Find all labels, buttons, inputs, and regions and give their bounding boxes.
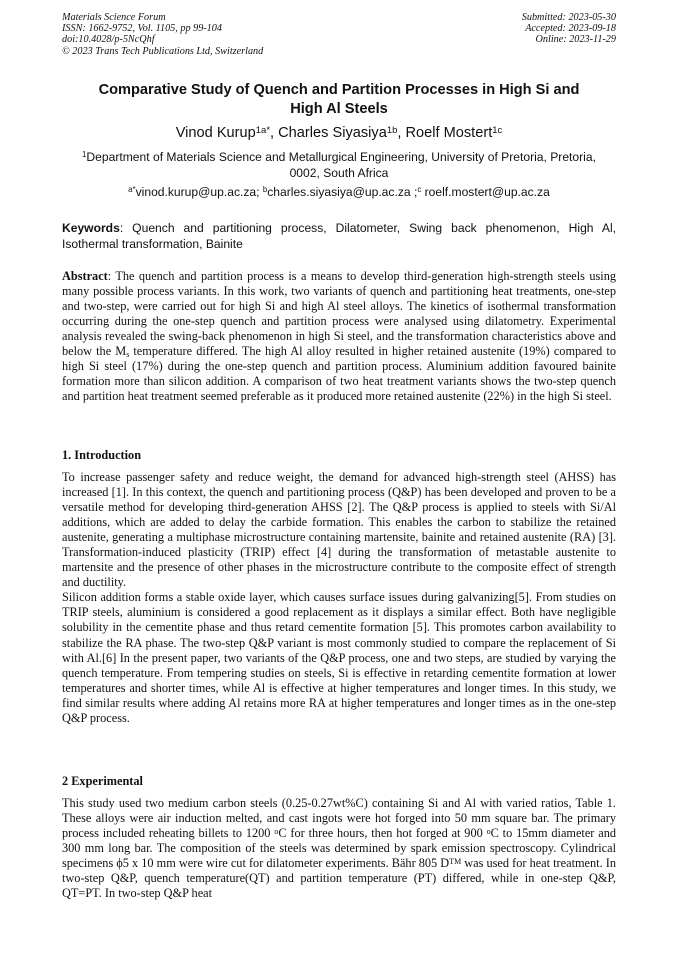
author-name: Charles Siyasiya xyxy=(278,125,387,141)
email-marker: a* xyxy=(128,185,136,195)
author-affil-marker: 1b xyxy=(386,124,398,136)
email-b: charles.siyasiya@up.ac.za ; xyxy=(267,185,418,199)
email-a: vinod.kurup@up.ac.za; xyxy=(135,185,263,199)
abstract xyxy=(62,269,616,404)
keywords-label: Keywords xyxy=(62,221,120,235)
online-date: Online: 2023-11-29 xyxy=(535,34,616,46)
author-affil-marker: 1a* xyxy=(255,124,271,136)
introduction-body xyxy=(62,470,616,726)
introduction-paragraph-2: Silicon addition forms a stable oxide layer, which causes surface issues during galvanizing[5]. From studies on TRIP steels, aluminium is considered a good replacement as it displays a similar effect. Both have negligible solubility in the cementite phase and thus retard cementite formation [5]. This promotes carbon availability to stabilize the RA phase. The two-step Q&P variant is most commonly studied to compare the replacement of Si with Al.[6] In the present paper, two variants of the Q&P process, one and two steps, are studied by varying the quench temperature. From tempering studies on steels, Si is effective in retarding cementite formation at lower temperatures and shorter times, while Al is effective at higher temperatures and longer times. In this study, we find similar results where adding Al retains more RA at higher temperatures and longer times as in the one-step Q&P process. xyxy=(62,590,616,725)
author-affil-marker: 1c xyxy=(492,124,503,136)
abstract-label: Abstract xyxy=(62,269,108,283)
section-heading-experimental: 2 Experimental xyxy=(62,774,143,788)
author-name: Vinod Kurup xyxy=(175,125,256,141)
issn-line: ISSN: 1662-9752, Vol. 1105, pp 99-104 xyxy=(62,23,222,35)
submitted-date: Submitted: 2023-05-30 xyxy=(521,12,616,23)
section-heading-introduction: 1. Introduction xyxy=(62,448,142,462)
author-emails xyxy=(62,185,616,200)
abstract-text-continued: temperature differed. The high Al alloy resulted in higher retained austenite (19%) compared to high Si steel (17%) during the one-step quench and partition process. Aluminium addition favoured bainite formation more than silicon addition. A comparison of two heat treatment variants shows the two-step quench and partition heat treatment seemed preferable as it produced more retained austenite (22%) in the high Si steel. xyxy=(62,344,616,404)
email-marker: c xyxy=(417,185,422,195)
author-separator: , xyxy=(270,125,279,141)
keywords-text: : Quench and partitioning process, Dilatometer, Swing back phenomenon, High Al, Isothermal transformation, Bainite xyxy=(62,221,616,251)
experimental-text: C for three hours, then hot forged at 900 xyxy=(278,826,487,841)
affiliation-text: Department of Materials Science and Metallurgical Engineering, University of Pretoria, Pretoria, xyxy=(86,150,596,164)
journal-header-right xyxy=(522,12,616,46)
experimental-text: C to 15mm diameter and 300 mm long bar. The composition of the steels was determined by spark emission spectroscopy. Cylindrical specimens ϕ5 x 10 mm were wire cut for dilatometer experiments. Bähr 805 D xyxy=(62,826,617,871)
affiliation-marker: 1 xyxy=(82,150,87,160)
author-list xyxy=(62,124,616,142)
doi-line: doi:10.4028/p-5NcQhf xyxy=(62,34,155,46)
author-separator: , xyxy=(397,125,406,141)
title-line-2: High Al Steels xyxy=(290,100,388,117)
experimental-text: This study used two medium carbon steels (0.25-0.27wt%C) containing Si and Al with varied ratios, Table 1. These alloys were air induction melted, and cast ingots were hot forged into 50 mm square bar. The primary process included reheating billets to 1200 xyxy=(62,796,616,841)
author-name: Roelf Mostert xyxy=(405,125,493,141)
email-marker: b xyxy=(262,185,268,195)
ms-subscript: s xyxy=(126,350,130,360)
journal-header-left xyxy=(62,12,263,57)
introduction-paragraph-1: To increase passenger safety and reduce weight, the demand for advanced high-strength steel (AHSS) has increased [1]. In this context, the quench and partitioning process (Q&P) has been developed and proven to be a versatile method for developing third-generation AHSS [2]. The Q&P process is applied to steels with Si/Al additions, which are added to delay the carbide formation. This enables the carbon to stabilize the retained austenite, generating a multiphase microstructure containing martensite, bainite and retained austenite (RA) [3]. Transformation-induced plasticity (TRIP) effect [4] during the transformation of metastable austenite to martensite and the presence of other phases in the microstructure contribute to the composite effect of strength and ductility. xyxy=(62,470,616,590)
degree-marker: o xyxy=(486,826,491,836)
affiliation xyxy=(62,150,616,181)
degree-marker: o xyxy=(274,826,279,836)
experimental-text: was used for heat treatment. In two-step Q&P, quench temperature(QT) and partition temperature (PT) differed, while in one-step Q&P, QT=PT. In two-step Q&P heat xyxy=(62,856,616,901)
keywords xyxy=(62,221,616,252)
affiliation-line-2: 0002, South Africa xyxy=(289,165,389,180)
title-line-1: Comparative Study of Quench and Partition Processes in High Si and xyxy=(98,82,580,98)
accepted-date: Accepted: 2023-09-18 xyxy=(525,23,616,35)
paper-title xyxy=(62,81,616,118)
affiliation-line-1 xyxy=(62,150,616,166)
email-c: roelf.mostert@up.ac.za xyxy=(421,185,550,199)
journal-name: Materials Science Forum xyxy=(62,12,166,23)
trademark-marker: TM xyxy=(449,856,462,866)
copyright-line: © 2023 Trans Tech Publications Ltd, Switzerland xyxy=(62,45,264,57)
abstract-text: : The quench and partition process is a means to develop third-generation high-strength steels using many possible process variants. In this work, two variants of quench and partitioning heat treatments, one-step and two-step, were carried out for high Si and high Al steel alloys. The kinetics of isothermal transformation occurring during the one-step quench and partition process were analysed using dilatometry. Experimental analysis revealed the swing-back phenomenon in high Si steel, and the transformation characteristics above and below the M xyxy=(62,269,616,359)
experimental-body xyxy=(62,796,616,901)
